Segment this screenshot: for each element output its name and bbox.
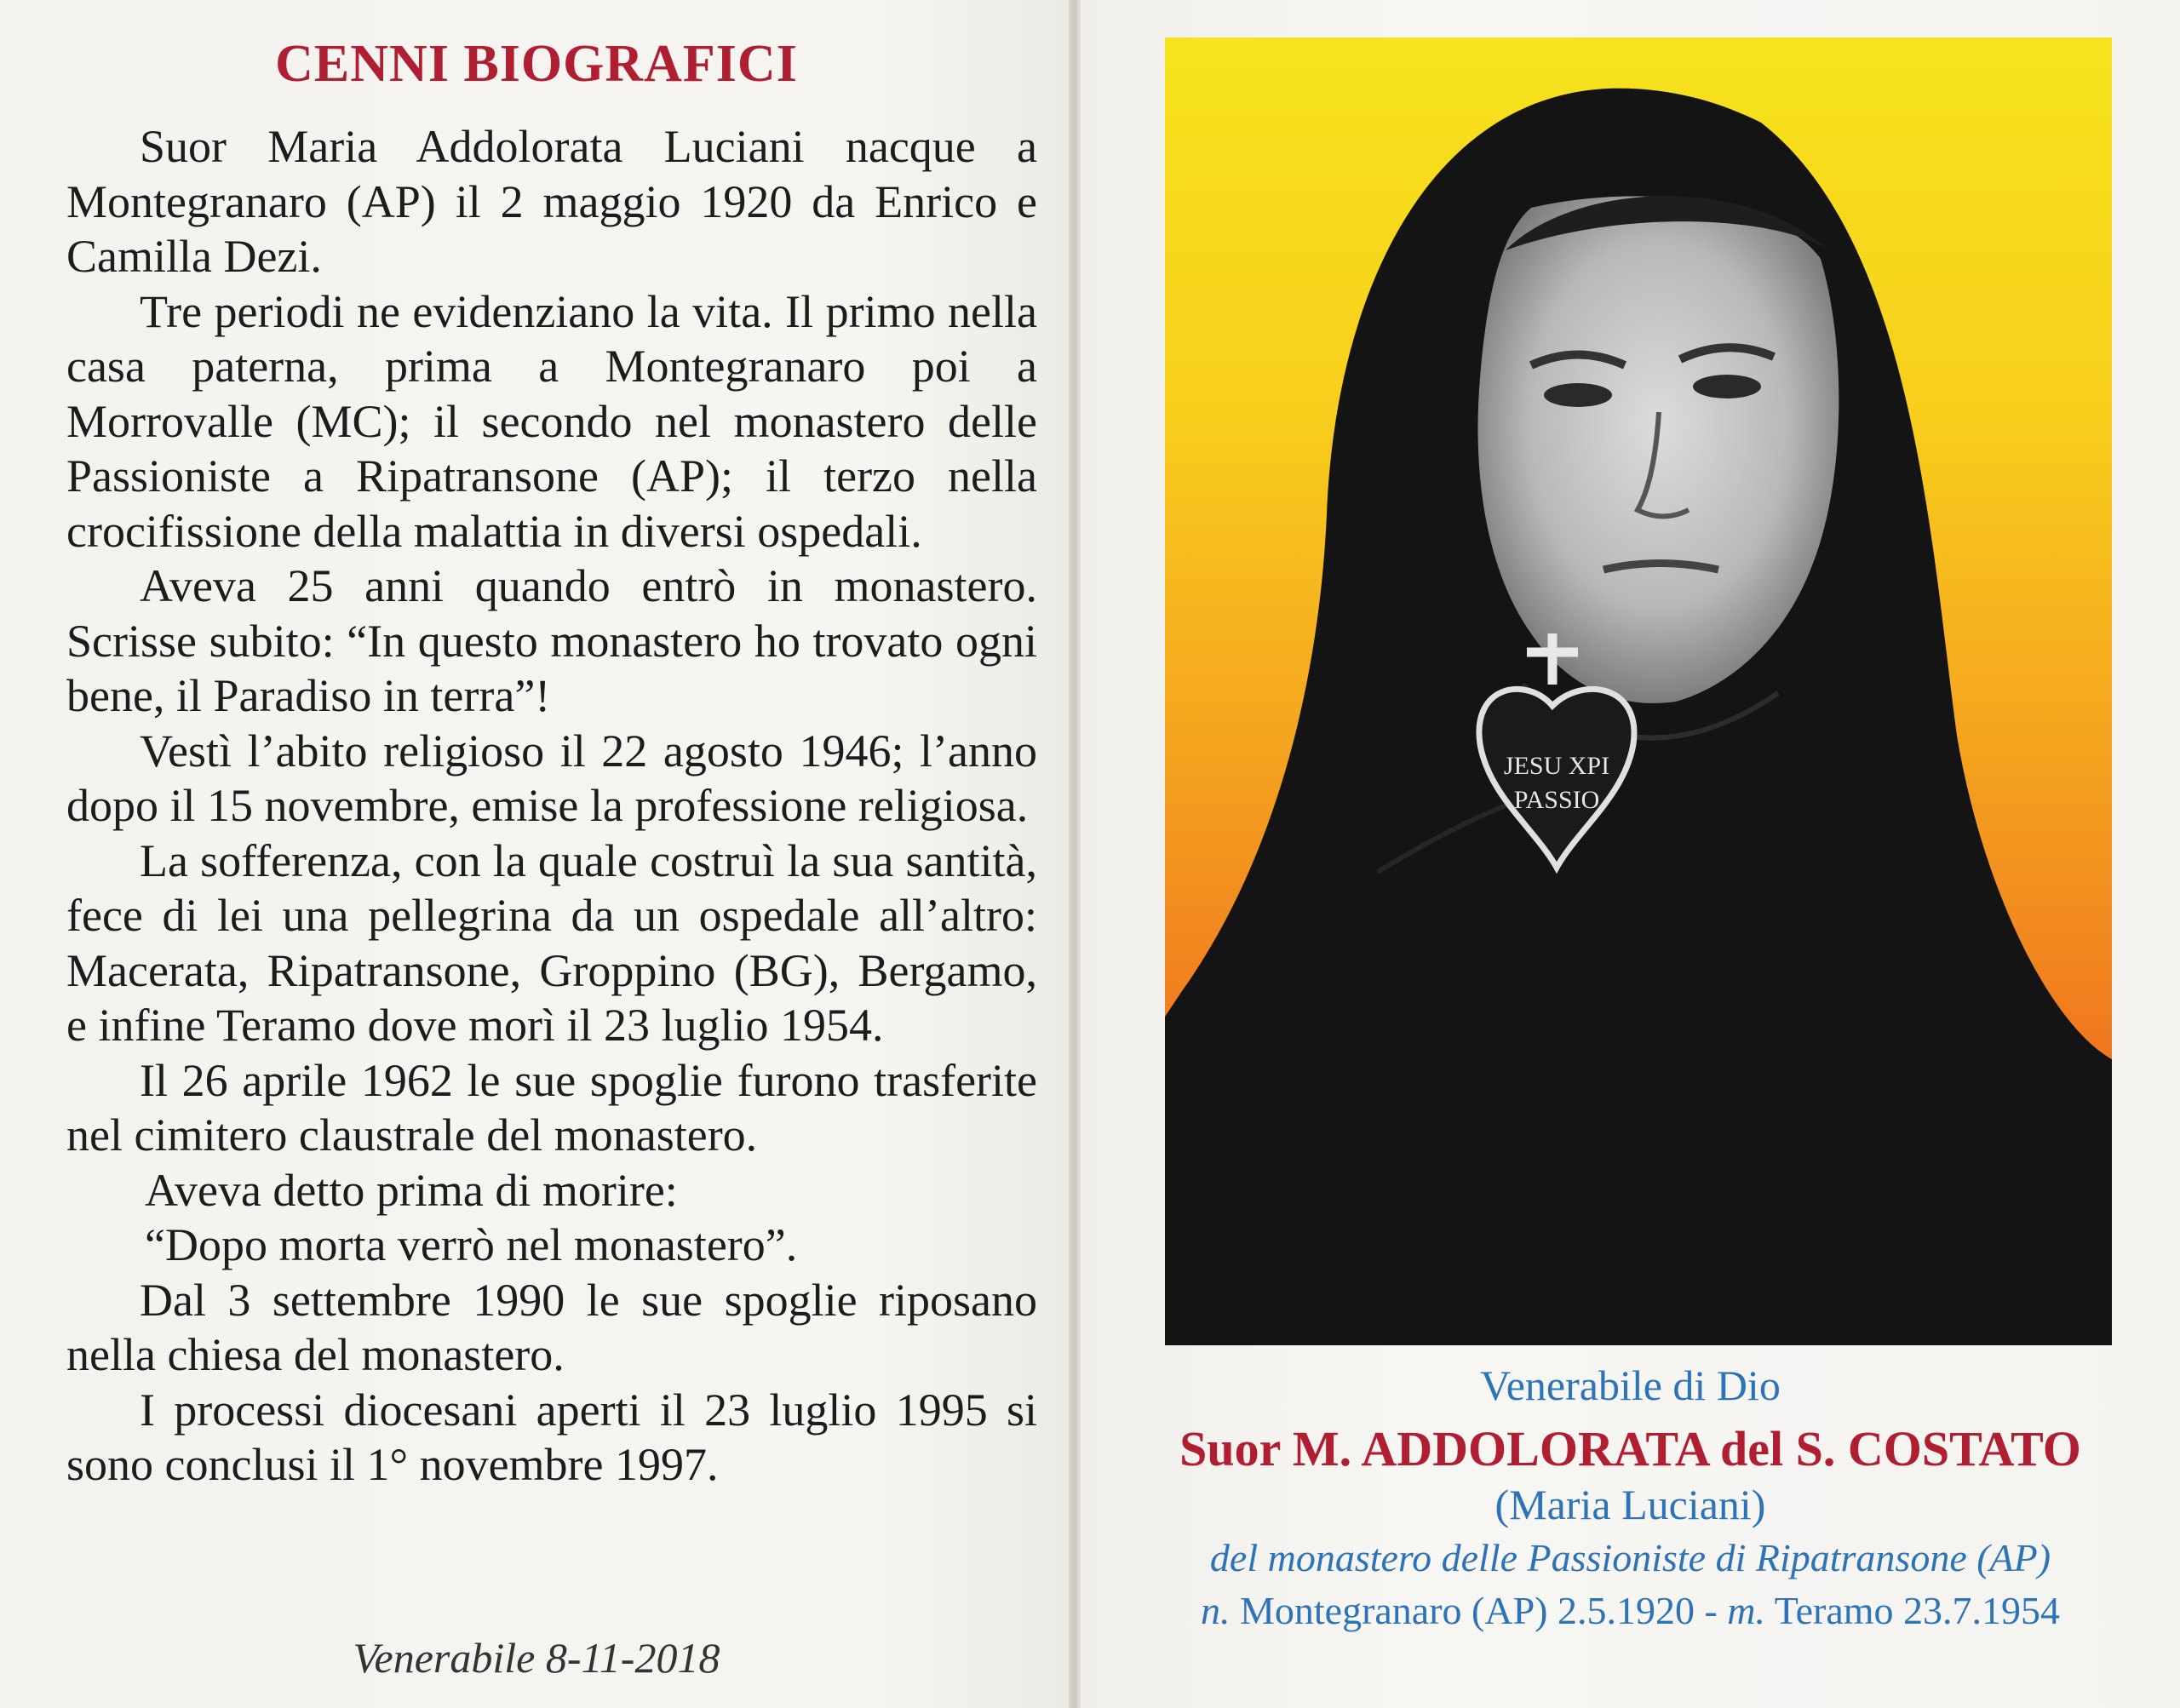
emblem-text-line1: JESU XPI xyxy=(1503,752,1610,780)
caption-title: Venerabile di Dio xyxy=(1480,1361,1781,1409)
bio-text xyxy=(66,119,1037,1493)
venerable-date: Venerabile 8-11-2018 xyxy=(353,1634,720,1682)
bio-quote: “Dopo morta verrò nel monastero”. xyxy=(145,1219,798,1270)
bio-paragraph: Tre periodi ne evidenziano la vita. Il primo nella casa paterna, prima a Montegranaro poi a Morrovalle (MC); il secondo nel monastero delle Passioniste a Ripatransone (AP); il terzo nella crocifissione della malattia in diversi ospedali. xyxy=(66,285,1037,557)
bio-paragraph: La sofferenza, con la quale costruì la sua santità, fece di lei una pellegrina da un ospedale all’altro: Macerata, Ripatransone, Groppino (BG), Bergamo, e infine Teramo dove morì il 23 luglio 1954. xyxy=(66,834,1037,1051)
bio-paragraph: Aveva detto prima di morire: xyxy=(145,1164,678,1216)
bio-paragraph: Suor Maria Addolorata Luciani nacque a Montegranaro (AP) il 2 maggio 1920 da Enrico e Camilla Dezi. xyxy=(66,121,1037,282)
death-info: Teramo 23.7.1954 xyxy=(1774,1589,2061,1632)
bio-paragraph: Aveva 25 anni quando entrò in monastero. Scrisse subito: “In questo monastero ho trovato ogni bene, il Paradiso in terra”! xyxy=(66,560,1037,721)
caption-monastery: del monastero delle Passioniste di Ripatransone (AP) xyxy=(1209,1536,2051,1579)
bio-paragraph: Vestì l’abito religioso il 22 agosto 1946; l’anno dopo il 15 novembre, emise la professione religiosa. xyxy=(66,725,1037,831)
caption-birth-name: (Maria Luciani) xyxy=(1494,1481,1766,1528)
nun-portrait-illustration xyxy=(1165,37,2112,1345)
bio-paragraph: I processi diocesani aperti il 23 luglio 1995 si sono conclusi il 1° novembre 1997. xyxy=(66,1384,1037,1490)
page-fold xyxy=(1069,0,1081,1708)
caption-name: Suor M. ADDOLORATA del S. COSTATO xyxy=(1179,1421,2081,1476)
birth-info: Montegranaro (AP) 2.5.1920 - xyxy=(1239,1589,1718,1632)
death-prefix: m. xyxy=(1727,1589,1766,1632)
birth-prefix: n. xyxy=(1200,1589,1231,1632)
portrait-image xyxy=(1165,37,2112,1345)
bio-paragraph: Dal 3 settembre 1990 le sue spoglie riposano nella chiesa del monastero. xyxy=(66,1274,1037,1380)
caption-dates xyxy=(1081,1588,2180,1633)
bio-paragraph: Il 26 aprile 1962 le sue spoglie furono trasferite nel cimitero claustrale del monastero. xyxy=(66,1054,1037,1161)
bio-heading: CENNI BIOGRAFICI xyxy=(275,35,798,93)
emblem-text-line2: PASSIO xyxy=(1513,786,1600,814)
